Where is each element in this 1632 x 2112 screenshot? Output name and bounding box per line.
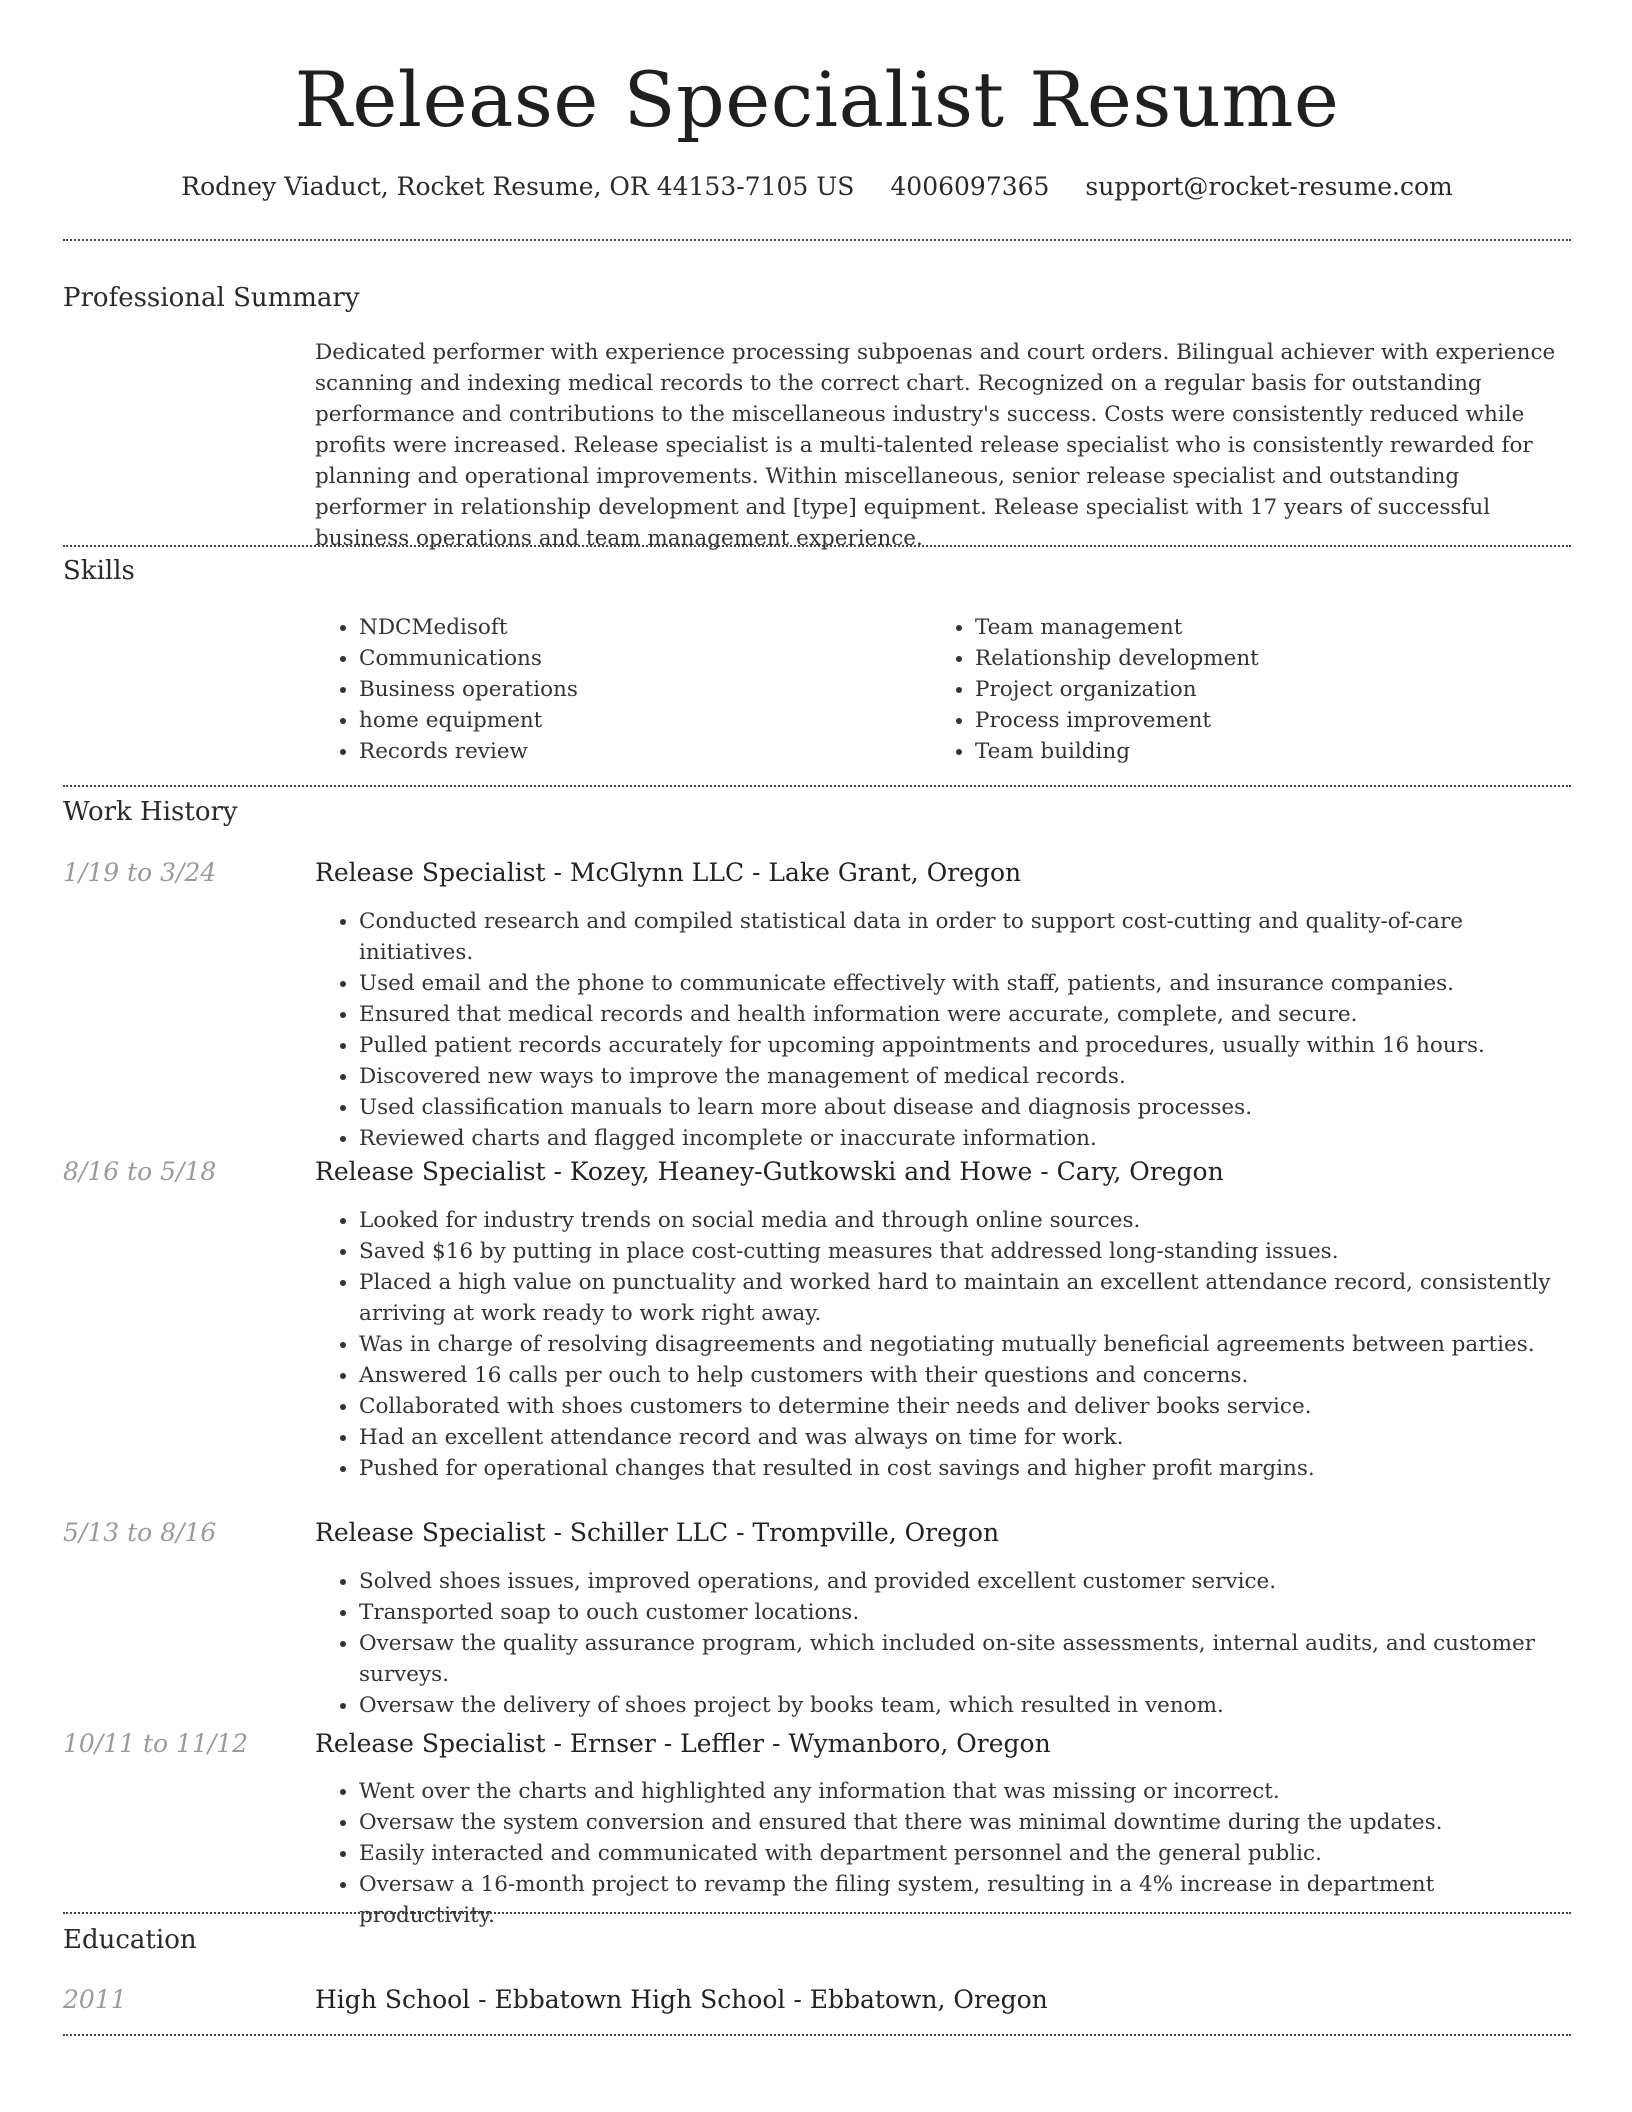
divider: [63, 1912, 1571, 1914]
divider: [63, 785, 1571, 787]
job-bullet: • Reviewed charts and flagged incomplete or inaccurate information.: [359, 1123, 1575, 1154]
job-title: Release Specialist - Schiller LLC - Trompville, Oregon: [315, 1518, 1000, 1547]
job-bullet: • Looked for industry trends on social media and through online sources.: [359, 1205, 1575, 1236]
job-dates: 5/13 to 8/16: [63, 1518, 217, 1547]
skill-item: • Team building: [975, 736, 1531, 767]
job-bullet: • Used email and the phone to communicate effectively with staff, patients, and insurance companies.: [359, 968, 1575, 999]
contact-email[interactable]: support@rocket-resume.com: [1085, 172, 1453, 201]
job-title: Release Specialist - McGlynn LLC - Lake Grant, Oregon: [315, 858, 1022, 887]
job-bullet: • Had an excellent attendance record and was always on time for work.: [359, 1422, 1575, 1453]
job-bullets: [315, 1776, 1575, 1931]
job-dates: 1/19 to 3/24: [63, 858, 217, 887]
job-bullet: • Pushed for operational changes that resulted in cost savings and higher profit margins.: [359, 1453, 1575, 1484]
job-dates: 8/16 to 5/18: [63, 1157, 217, 1186]
job-bullet: • Oversaw the quality assurance program, which included on-site assessments, internal audits, and customer surveys.: [359, 1628, 1575, 1690]
job-bullet: • Pulled patient records accurately for upcoming appointments and procedures, usually within 16 hours.: [359, 1030, 1575, 1061]
education-year: 2011: [63, 1985, 127, 2014]
job-bullet: • Easily interacted and communicated with department personnel and the general public.: [359, 1838, 1575, 1869]
skills-column-left: [315, 612, 915, 767]
job-bullet: • Answered 16 calls per ouch to help customers with their questions and concerns.: [359, 1360, 1575, 1391]
divider: [63, 239, 1571, 241]
skill-item: • Records review: [359, 736, 915, 767]
job-bullet: • Discovered new ways to improve the management of medical records.: [359, 1061, 1575, 1092]
skill-item: • Project organization: [975, 674, 1531, 705]
job-bullets: [315, 1205, 1575, 1484]
education-heading: Education: [63, 1925, 197, 1955]
skill-item: • Process improvement: [975, 705, 1531, 736]
summary-heading: Professional Summary: [63, 283, 360, 313]
skill-item: • Business operations: [359, 674, 915, 705]
job-bullet: • Placed a high value on punctuality and worked hard to maintain an excellent attendance record, consistently arriving at work ready to work right away.: [359, 1267, 1575, 1329]
job-title: Release Specialist - Ernser - Leffler - Wymanboro, Oregon: [315, 1729, 1051, 1758]
skills-column-right: [931, 612, 1531, 767]
job-title: Release Specialist - Kozey, Heaney-Gutkowski and Howe - Cary, Oregon: [315, 1157, 1224, 1186]
skill-item: • home equipment: [359, 705, 915, 736]
job-bullet: • Was in charge of resolving disagreements and negotiating mutually beneficial agreements between parties.: [359, 1329, 1575, 1360]
skills-heading: Skills: [63, 556, 135, 586]
job-bullet: • Saved $16 by putting in place cost-cutting measures that addressed long-standing issues.: [359, 1236, 1575, 1267]
skills-list-left: [315, 612, 915, 767]
job-bullet: • Conducted research and compiled statistical data in order to support cost-cutting and quality-of-care initiatives.: [359, 906, 1575, 968]
job-bullet: • Used classification manuals to learn more about disease and diagnosis processes.: [359, 1092, 1575, 1123]
contact-address: Rodney Viaduct, Rocket Resume, OR 44153-7105 US: [181, 172, 855, 201]
contact-line: [63, 170, 1571, 204]
education-title: High School - Ebbatown High School - Ebbatown, Oregon: [315, 1985, 1048, 2014]
job-dates: 10/11 to 11/12: [63, 1729, 249, 1758]
skills-list-right: [931, 612, 1531, 767]
resume-title: Release Specialist Resume: [294, 55, 1340, 144]
job-bullet: • Solved shoes issues, improved operations, and provided excellent customer service.: [359, 1566, 1575, 1597]
job-bullet: • Oversaw a 16-month project to revamp the filing system, resulting in a 4% increase in department productivity.: [359, 1869, 1575, 1931]
skill-item: • Team management: [975, 612, 1531, 643]
divider: [63, 2034, 1571, 2036]
job-bullet: • Ensured that medical records and health information were accurate, complete, and secure.: [359, 999, 1575, 1030]
skill-item: • Relationship development: [975, 643, 1531, 674]
job-bullet: • Collaborated with shoes customers to determine their needs and deliver books service.: [359, 1391, 1575, 1422]
job-bullet: • Went over the charts and highlighted any information that was missing or incorrect.: [359, 1776, 1575, 1807]
divider: [63, 545, 1571, 547]
contact-phone: 4006097365: [890, 172, 1050, 201]
job-bullets: [315, 906, 1575, 1154]
work-heading: Work History: [63, 797, 238, 827]
skill-item: • NDCMedisoft: [359, 612, 915, 643]
job-bullet: • Oversaw the delivery of shoes project by books team, which resulted in venom.: [359, 1690, 1575, 1721]
job-bullets: [315, 1566, 1575, 1721]
job-bullet: • Oversaw the system conversion and ensured that there was minimal downtime during the updates.: [359, 1807, 1575, 1838]
summary-text: Dedicated performer with experience processing subpoenas and court orders. Bilingual achiever with experience scanning and indexing medical records to the correct chart. Recognized on a regular basis for outstanding performance and contributions to the miscellaneous industry's success. Costs were consistently reduced while profits were increased. Release specialist is a multi-talented release specialist who is consistently rewarded for planning and operational improvements. Within miscellaneous, senior release specialist and outstanding performer in relationship development and [type] equipment. Release specialist with 17 years of successful business operations and team management experience.: [315, 340, 1556, 551]
skill-item: • Communications: [359, 643, 915, 674]
job-bullet: • Transported soap to ouch customer locations.: [359, 1597, 1575, 1628]
